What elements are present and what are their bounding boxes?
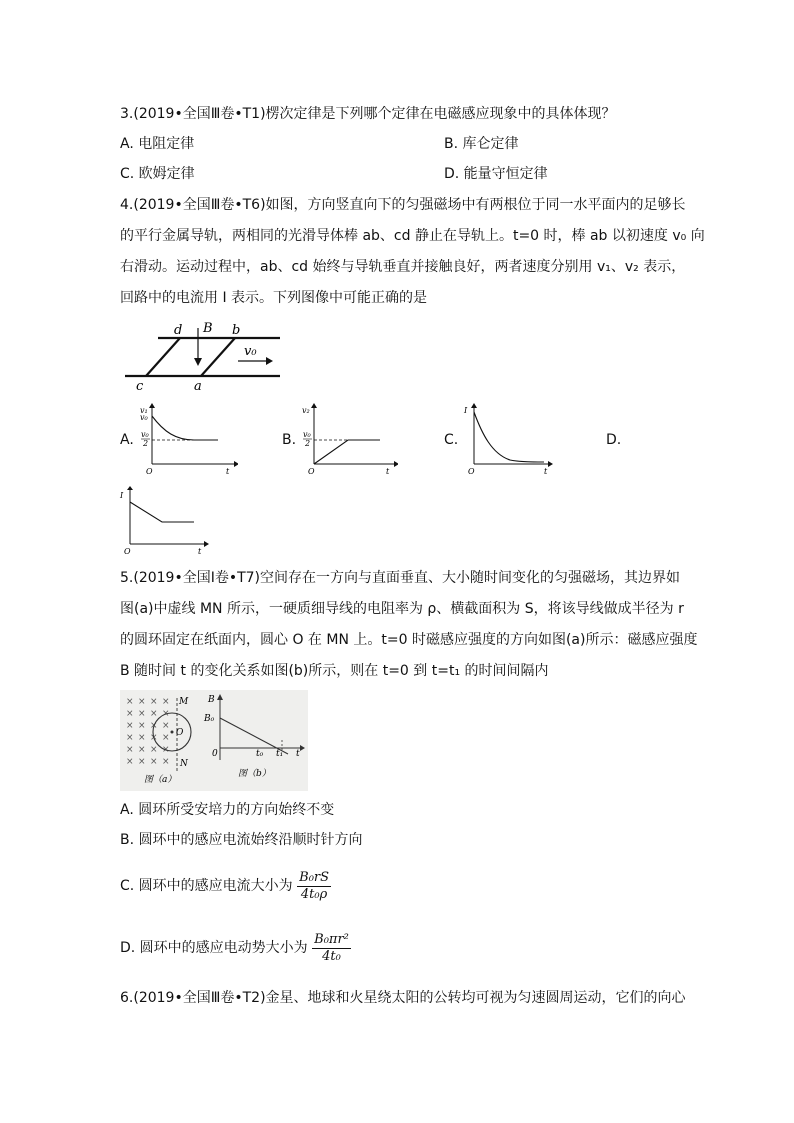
field-cross: × [126, 709, 134, 719]
rod-cd [146, 338, 180, 376]
svg-text:t: t [226, 467, 230, 474]
graph-d [118, 486, 218, 558]
svg-text:B: B [208, 695, 215, 705]
q4-option-d-letter: D. [606, 432, 622, 448]
q5-option-c [120, 866, 331, 906]
q5-option-c-fraction: $\frac{\text{B₀rS}}{\text{4t₀ρ}}$ [299, 869, 330, 902]
label-m: M [179, 697, 189, 707]
svg-text:t: t [386, 467, 390, 474]
field-cross: × [138, 697, 146, 707]
svg-text:O: O [124, 547, 131, 556]
svg-text:t: t [198, 547, 202, 556]
q5-stem-line-4: B 随时间 t 的变化关系如图(b)所示，则在 t=0 到 t=t₁ 的时间间隔内 [120, 663, 549, 679]
graph-c [462, 402, 562, 474]
svg-text:O: O [308, 467, 315, 474]
q4-option-a-letter: A. [120, 432, 134, 448]
svg-text:v₂: v₂ [302, 406, 310, 415]
svg-text:I: I [120, 491, 124, 500]
svg-text:t₀: t₀ [256, 749, 264, 759]
svg-text:v₁: v₁ [140, 406, 148, 415]
label-d: d [174, 323, 183, 338]
field-cross: × [138, 745, 146, 755]
field-cross: × [150, 721, 158, 731]
label-a: a [194, 379, 202, 394]
field-cross: × [126, 721, 134, 731]
field-cross: × [162, 697, 170, 707]
q4-stem-line-1: 4.(2019•全国Ⅲ卷•T6)如图，方向竖直向下的匀强磁场中有两根位于同一水平面内的足够长 [120, 197, 686, 213]
field-cross: × [150, 745, 158, 755]
label-o: O [176, 728, 184, 738]
q3-option-d: D. 能量守恒定律 [444, 166, 548, 182]
svg-text:v₀: v₀ [140, 413, 148, 422]
field-cross: × [150, 709, 158, 719]
field-cross: × [126, 733, 134, 743]
field-cross: × [138, 733, 146, 743]
svg-text:O: O [146, 467, 153, 474]
label-c: c [136, 379, 144, 394]
q5-stem-line-3: 的圆环固定在纸面内，圆心 O 在 MN 上。t=0 时磁感应强度的方向如图(a)所示：磁感应强度 [120, 632, 698, 648]
svg-text:2: 2 [305, 439, 311, 448]
svg-text:v₀: v₀ [303, 430, 311, 439]
svg-text:t: t [544, 467, 548, 474]
field-cross: × [138, 757, 146, 767]
field-cross: × [150, 757, 158, 767]
graph-b [298, 402, 398, 474]
q4-stem-line-4: 回路中的电流用 I 表示。下列图像中可能正确的是 [120, 290, 428, 306]
field-cross: × [162, 721, 170, 731]
svg-text:v₀: v₀ [141, 430, 149, 439]
label-b-field: B [203, 321, 213, 336]
q5-option-d-text: D. 圆环中的感应电动势大小为 [120, 940, 308, 956]
svg-text:t₁: t₁ [276, 749, 284, 759]
q5-option-d [120, 928, 351, 968]
svg-text:2: 2 [143, 439, 149, 448]
q3-stem: 3.(2019•全国Ⅲ卷•T1)楞次定律是下列哪个定律在电磁感应现象中的具体体现？ [120, 106, 616, 122]
svg-text:t: t [296, 749, 300, 759]
q4-option-c-letter: C. [444, 432, 459, 448]
caption-b: 图（b） [238, 769, 271, 779]
field-cross: × [138, 721, 146, 731]
label-n: N [180, 759, 188, 769]
field-cross: × [162, 745, 170, 755]
rod-ab [201, 338, 235, 376]
q3-option-b: B. 库仑定律 [444, 136, 519, 152]
q5-option-a: A. 圆环所受安培力的方向始终不变 [120, 802, 335, 818]
field-cross: × [150, 697, 158, 707]
field-cross: × [150, 733, 158, 743]
label-v0: v₀ [244, 344, 257, 359]
q4-stem-line-2: 的平行金属导轨，两相同的光滑导体棒 ab、cd 静止在导轨上。t=0 时，棒 ab 以初速度 v₀ 向 [120, 228, 705, 244]
q5-option-c-text: C. 圆环中的感应电流大小为 [120, 878, 293, 894]
q5-stem-line-1: 5.(2019•全国Ⅰ卷•T7)空间存在一方向与直面垂直、大小随时间变化的匀强磁场，其边界如 [120, 570, 681, 586]
graph-a [138, 402, 238, 474]
q5-option-b: B. 圆环中的感应电流始终沿顺时针方向 [120, 832, 363, 848]
q3-option-a: A. 电阻定律 [120, 136, 195, 152]
q3-option-c: C. 欧姆定律 [120, 166, 195, 182]
field-cross: × [126, 745, 134, 755]
svg-text:B₀: B₀ [204, 714, 215, 724]
caption-a: 图（a） [144, 775, 177, 785]
field-cross: × [138, 709, 146, 719]
field-cross: × [126, 757, 134, 767]
rails-figure [120, 318, 290, 394]
field-cross: × [162, 733, 170, 743]
q5-option-d-fraction: $\frac{\text{B₀πr²}}{\text{4t₀}}$ [314, 931, 349, 964]
svg-text:I: I [464, 406, 468, 415]
field-cross: × [162, 757, 170, 767]
q4-option-b-letter: B. [282, 432, 297, 448]
label-b: b [232, 323, 241, 338]
svg-text:O: O [468, 467, 475, 474]
q4-stem-line-3: 右滑动。运动过程中，ab、cd 始终与导轨垂直并接触良好，两者速度分别用 v₁、v₂ 表示， [120, 259, 686, 275]
q5-stem-line-2: 图(a)中虚线 MN 所示，一硬质细导线的电阻率为 ρ、横截面积为 S，将该导线做成半径为 r [120, 601, 684, 617]
q5-figure-photo [120, 690, 308, 791]
field-cross: × [126, 697, 134, 707]
q6-stem: 6.(2019•全国Ⅲ卷•T2)金星、地球和火星绕太阳的公转均可视为匀速圆周运动，它们的向心 [120, 990, 686, 1006]
field-cross: × [162, 709, 170, 719]
svg-text:0: 0 [212, 749, 218, 759]
